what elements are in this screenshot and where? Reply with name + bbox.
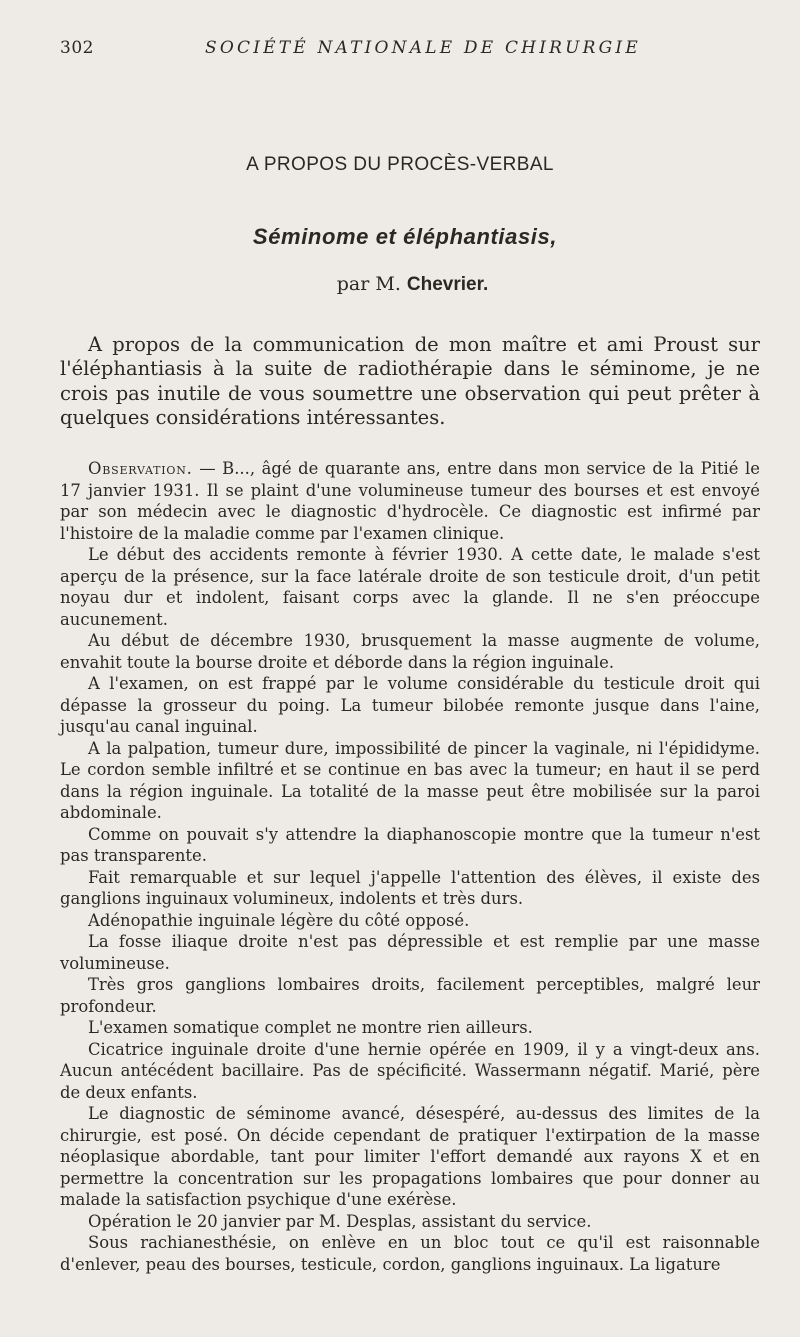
- journal-title: SOCIÉTÉ NATIONALE DE CHIRURGIE: [205, 38, 641, 58]
- intro-paragraph: [60, 333, 760, 430]
- observation-paragraph: Au début de décembre 1930, brusquement la masse augmente de volume, envahit toute la bourse droite et déborde dans la région inguinale.: [60, 631, 760, 672]
- observation-paragraph: Comme on pouvait s'y attendre la diaphanoscopie montre que la tumeur n'est pas transparente.: [60, 824, 760, 865]
- section-heading: A PROPOS DU PROCÈS-VERBAL: [246, 154, 554, 175]
- observation-paragraph: Très gros ganglions lombaires droits, facilement perceptibles, malgré leur profondeur.: [60, 975, 760, 1016]
- intro-text: A propos de la communication de mon maître et ami Proust sur l'éléphantiasis à la suite de radiothérapie dans le séminome, je ne crois pas inutile de vous soumettre une observation qui peut prêter à quelques considérations intéressantes.: [60, 333, 760, 429]
- running-header: [60, 38, 760, 62]
- observation-paragraph: [60, 458, 760, 544]
- author-name: Chevrier.: [406, 274, 489, 295]
- observation-paragraph: La fosse iliaque droite n'est pas dépressible et est remplie par une masse volumineuse.: [60, 932, 760, 973]
- byline: [0, 273, 800, 296]
- observation-paragraph: Adénopathie inguinale légère du côté opposé.: [88, 910, 470, 930]
- observation-section: [60, 458, 760, 1275]
- observation-paragraph: A la palpation, tumeur dure, impossibilité de pincer la vaginale, ni l'épididyme. Le cordon semble infiltré et se continue en bas avec la tumeur; en haut il se perd dans la région inguinale. La totalité de la masse peut être mobilisée sur la paroi abdominale.: [60, 738, 760, 822]
- observation-paragraph: Fait remarquable et sur lequel j'appelle l'attention des élèves, il existe des ganglions inguinaux volumineux, indolents et très durs.: [60, 867, 760, 908]
- observation-paragraph: A l'examen, on est frappé par le volume considérable du testicule droit qui dépasse la grosseur du poing. La tumeur bilobée remonte jusque dans l'aine, jusqu'au canal inguinal.: [60, 674, 760, 736]
- article-title: Séminome et éléphantiasis,: [252, 224, 558, 249]
- observation-paragraph: L'examen somatique complet ne montre rien ailleurs.: [88, 1018, 533, 1037]
- page-number: 302: [60, 38, 94, 58]
- observation-paragraph: Le début des accidents remonte à février 1930. A cette date, le malade s'est aperçu de la présence, sur la face latérale droite de son testicule droit, d'un petit noyau dur et indolent, faisant corps avec la glande. Il ne s'en préoccupe aucunement.: [60, 545, 760, 629]
- observation-paragraph: Sous rachianesthésie, on enlève en un bloc tout ce qu'il est raisonnable d'enlever, peau des bourses, testicule, cordon, ganglions inguinaux. La ligature: [60, 1233, 760, 1274]
- observation-text: — B..., âgé de quarante ans, entre dans mon service de la Pitié le 17 janvier 1931. Il se plaint d'une volumineuse tumeur des bourses et est envoyé par son médecin avec le diagnostic d'hydrocèle. Ce diagnostic est infirmé par l'histoire de la maladie comme par l'examen clinique.: [60, 459, 760, 543]
- observation-paragraph: Le diagnostic de séminome avancé, désespéré, au-dessus des limites de la chirurgie, est posé. On décide cependant de pratiquer l'extirpation de la masse néoplasique abordable, tant pour limiter l'effort demandé aux rayons X et en permettre la concentration sur les propagations lombaires que pour donner au malade la satisfaction psychique d'une exérèse.: [60, 1104, 760, 1209]
- observation-paragraph: Opération le 20 janvier par M. Desplas, assistant du service.: [88, 1211, 592, 1231]
- byline-prefix: par M.: [336, 273, 401, 295]
- observation-paragraph: Cicatrice inguinale droite d'une hernie opérée en 1909, il y a vingt-deux ans. Aucun antécédent bacillaire. Pas de spécificité. Wassermann négatif. Marié, père de deux enfants.: [60, 1039, 760, 1102]
- observation-label: Observation.: [88, 459, 193, 478]
